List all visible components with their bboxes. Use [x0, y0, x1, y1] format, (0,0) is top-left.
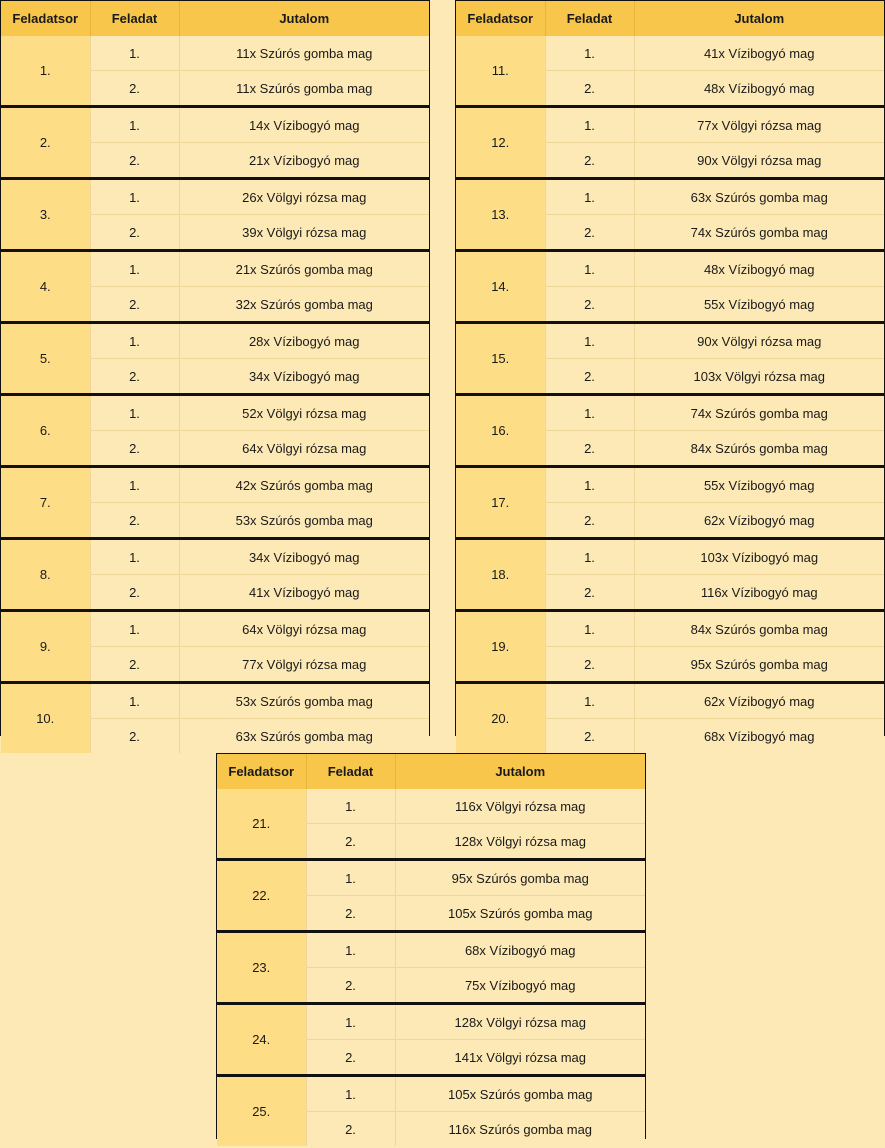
- feladat-cell: 1.: [306, 1076, 395, 1112]
- table-row: [456, 683, 884, 719]
- feladat-cell: 2.: [545, 719, 634, 754]
- feladat-cell: 1.: [90, 611, 179, 647]
- feladat-cell: 2.: [545, 143, 634, 179]
- table-row: [456, 107, 884, 143]
- feladatsor-cell: 12.: [456, 107, 545, 179]
- jutalom-cell: 68x Vízibogyó mag: [395, 932, 645, 968]
- feladatsor-cell: 18.: [456, 539, 545, 611]
- jutalom-cell: 84x Szúrós gomba mag: [634, 611, 884, 647]
- feladat-cell: 2.: [306, 968, 395, 1004]
- table-row: [456, 36, 884, 71]
- jutalom-cell: 14x Vízibogyó mag: [179, 107, 429, 143]
- header-feladat: Feladat: [90, 1, 179, 36]
- header-feladat: Feladat: [306, 754, 395, 789]
- feladatsor-cell: 7.: [1, 467, 90, 539]
- feladat-cell: 2.: [90, 503, 179, 539]
- feladat-cell: 1.: [545, 107, 634, 143]
- header-feladatsor: Feladatsor: [456, 1, 545, 36]
- feladat-cell: 2.: [306, 1112, 395, 1147]
- feladatsor-cell: 5.: [1, 323, 90, 395]
- feladat-cell: 2.: [90, 359, 179, 395]
- table-row: [456, 323, 884, 359]
- table-row: [217, 932, 645, 968]
- header-jutalom: Jutalom: [179, 1, 429, 36]
- jutalom-cell: 103x Vízibogyó mag: [634, 539, 884, 575]
- jutalom-cell: 48x Vízibogyó mag: [634, 71, 884, 107]
- jutalom-cell: 34x Vízibogyó mag: [179, 539, 429, 575]
- feladat-cell: 2.: [90, 719, 179, 754]
- table-row: [1, 36, 429, 71]
- jutalom-cell: 21x Vízibogyó mag: [179, 143, 429, 179]
- jutalom-cell: 141x Völgyi rózsa mag: [395, 1040, 645, 1076]
- feladat-cell: 1.: [90, 323, 179, 359]
- header-jutalom: Jutalom: [634, 1, 884, 36]
- table-row: [1, 179, 429, 215]
- table-row: [1, 395, 429, 431]
- feladatsor-cell: 6.: [1, 395, 90, 467]
- feladat-cell: 2.: [545, 503, 634, 539]
- jutalom-cell: 75x Vízibogyó mag: [395, 968, 645, 1004]
- table-row: [1, 323, 429, 359]
- reward-table-2: [456, 1, 884, 753]
- feladatsor-cell: 9.: [1, 611, 90, 683]
- feladat-cell: 2.: [545, 647, 634, 683]
- jutalom-cell: 116x Vízibogyó mag: [634, 575, 884, 611]
- jutalom-cell: 11x Szúrós gomba mag: [179, 71, 429, 107]
- jutalom-cell: 116x Völgyi rózsa mag: [395, 789, 645, 824]
- feladatsor-cell: 13.: [456, 179, 545, 251]
- feladat-cell: 2.: [90, 431, 179, 467]
- feladat-cell: 2.: [90, 575, 179, 611]
- jutalom-cell: 52x Völgyi rózsa mag: [179, 395, 429, 431]
- feladat-cell: 1.: [545, 251, 634, 287]
- table-row: [456, 539, 884, 575]
- jutalom-cell: 28x Vízibogyó mag: [179, 323, 429, 359]
- table-row: [1, 539, 429, 575]
- jutalom-cell: 62x Vízibogyó mag: [634, 503, 884, 539]
- feladat-cell: 1.: [545, 179, 634, 215]
- jutalom-cell: 84x Szúrós gomba mag: [634, 431, 884, 467]
- feladat-cell: 1.: [545, 323, 634, 359]
- feladat-cell: 1.: [545, 611, 634, 647]
- feladat-cell: 2.: [545, 359, 634, 395]
- feladat-cell: 1.: [545, 539, 634, 575]
- table-row: [1, 611, 429, 647]
- feladatsor-cell: 1.: [1, 36, 90, 107]
- reward-table-3: [217, 754, 645, 1146]
- feladat-cell: 1.: [90, 107, 179, 143]
- jutalom-cell: 74x Szúrós gomba mag: [634, 395, 884, 431]
- feladat-cell: 1.: [90, 251, 179, 287]
- feladat-cell: 2.: [90, 143, 179, 179]
- feladatsor-cell: 24.: [217, 1004, 306, 1076]
- feladat-cell: 1.: [90, 36, 179, 71]
- header-row: [456, 1, 884, 36]
- feladat-cell: 1.: [545, 36, 634, 71]
- table-row: [456, 467, 884, 503]
- jutalom-cell: 128x Völgyi rózsa mag: [395, 824, 645, 860]
- feladat-cell: 1.: [306, 860, 395, 896]
- table-row: [456, 251, 884, 287]
- jutalom-cell: 63x Szúrós gomba mag: [179, 719, 429, 754]
- feladat-cell: 2.: [306, 824, 395, 860]
- jutalom-cell: 53x Szúrós gomba mag: [179, 503, 429, 539]
- feladat-cell: 1.: [90, 683, 179, 719]
- feladat-cell: 2.: [90, 287, 179, 323]
- feladat-cell: 2.: [90, 71, 179, 107]
- jutalom-cell: 77x Völgyi rózsa mag: [634, 107, 884, 143]
- feladatsor-cell: 21.: [217, 789, 306, 860]
- jutalom-cell: 103x Völgyi rózsa mag: [634, 359, 884, 395]
- jutalom-cell: 68x Vízibogyó mag: [634, 719, 884, 754]
- feladat-cell: 2.: [545, 215, 634, 251]
- header-jutalom: Jutalom: [395, 754, 645, 789]
- jutalom-cell: 90x Völgyi rózsa mag: [634, 323, 884, 359]
- reward-table-1: [1, 1, 429, 753]
- jutalom-cell: 53x Szúrós gomba mag: [179, 683, 429, 719]
- feladat-cell: 2.: [545, 71, 634, 107]
- jutalom-cell: 105x Szúrós gomba mag: [395, 1076, 645, 1112]
- header-feladatsor: Feladatsor: [1, 1, 90, 36]
- table-row: [217, 1004, 645, 1040]
- table-row: [456, 395, 884, 431]
- jutalom-cell: 116x Szúrós gomba mag: [395, 1112, 645, 1147]
- feladat-cell: 2.: [545, 431, 634, 467]
- jutalom-cell: 55x Vízibogyó mag: [634, 467, 884, 503]
- feladatsor-cell: 19.: [456, 611, 545, 683]
- feladatsor-cell: 3.: [1, 179, 90, 251]
- feladat-cell: 1.: [545, 683, 634, 719]
- feladatsor-cell: 15.: [456, 323, 545, 395]
- feladat-cell: 2.: [90, 215, 179, 251]
- feladat-cell: 2.: [306, 1040, 395, 1076]
- header-feladatsor: Feladatsor: [217, 754, 306, 789]
- feladatsor-cell: 23.: [217, 932, 306, 1004]
- header-row: [217, 754, 645, 789]
- table-row: [217, 860, 645, 896]
- jutalom-cell: 42x Szúrós gomba mag: [179, 467, 429, 503]
- feladat-cell: 1.: [545, 395, 634, 431]
- jutalom-cell: 90x Völgyi rózsa mag: [634, 143, 884, 179]
- feladat-cell: 2.: [306, 896, 395, 932]
- feladatsor-cell: 22.: [217, 860, 306, 932]
- feladatsor-cell: 2.: [1, 107, 90, 179]
- jutalom-cell: 64x Völgyi rózsa mag: [179, 431, 429, 467]
- feladatsor-cell: 8.: [1, 539, 90, 611]
- feladat-cell: 2.: [545, 287, 634, 323]
- table-row: [456, 611, 884, 647]
- table-row: [1, 107, 429, 143]
- jutalom-cell: 74x Szúrós gomba mag: [634, 215, 884, 251]
- jutalom-cell: 64x Völgyi rózsa mag: [179, 611, 429, 647]
- feladatsor-cell: 25.: [217, 1076, 306, 1147]
- feladatsor-cell: 11.: [456, 36, 545, 107]
- jutalom-cell: 26x Völgyi rózsa mag: [179, 179, 429, 215]
- jutalom-cell: 48x Vízibogyó mag: [634, 251, 884, 287]
- jutalom-cell: 62x Vízibogyó mag: [634, 683, 884, 719]
- feladat-cell: 2.: [545, 575, 634, 611]
- jutalom-cell: 11x Szúrós gomba mag: [179, 36, 429, 71]
- jutalom-cell: 55x Vízibogyó mag: [634, 287, 884, 323]
- feladat-cell: 1.: [306, 932, 395, 968]
- jutalom-cell: 105x Szúrós gomba mag: [395, 896, 645, 932]
- header-row: [1, 1, 429, 36]
- feladat-cell: 1.: [306, 789, 395, 824]
- feladat-cell: 1.: [90, 539, 179, 575]
- feladat-cell: 1.: [90, 395, 179, 431]
- jutalom-cell: 128x Völgyi rózsa mag: [395, 1004, 645, 1040]
- table-row: [1, 251, 429, 287]
- feladatsor-cell: 16.: [456, 395, 545, 467]
- feladatsor-cell: 14.: [456, 251, 545, 323]
- jutalom-cell: 77x Völgyi rózsa mag: [179, 647, 429, 683]
- jutalom-cell: 95x Szúrós gomba mag: [395, 860, 645, 896]
- feladatsor-cell: 17.: [456, 467, 545, 539]
- feladat-cell: 1.: [90, 467, 179, 503]
- jutalom-cell: 34x Vízibogyó mag: [179, 359, 429, 395]
- header-feladat: Feladat: [545, 1, 634, 36]
- jutalom-cell: 95x Szúrós gomba mag: [634, 647, 884, 683]
- feladatsor-cell: 20.: [456, 683, 545, 754]
- table-row: [456, 179, 884, 215]
- jutalom-cell: 41x Vízibogyó mag: [179, 575, 429, 611]
- feladat-cell: 2.: [90, 647, 179, 683]
- feladatsor-cell: 10.: [1, 683, 90, 754]
- feladat-cell: 1.: [306, 1004, 395, 1040]
- jutalom-cell: 39x Völgyi rózsa mag: [179, 215, 429, 251]
- feladat-cell: 1.: [545, 467, 634, 503]
- feladatsor-cell: 4.: [1, 251, 90, 323]
- jutalom-cell: 32x Szúrós gomba mag: [179, 287, 429, 323]
- table-row: [217, 789, 645, 824]
- jutalom-cell: 41x Vízibogyó mag: [634, 36, 884, 71]
- table-row: [217, 1076, 645, 1112]
- feladat-cell: 1.: [90, 179, 179, 215]
- jutalom-cell: 63x Szúrós gomba mag: [634, 179, 884, 215]
- jutalom-cell: 21x Szúrós gomba mag: [179, 251, 429, 287]
- table-row: [1, 683, 429, 719]
- table-row: [1, 467, 429, 503]
